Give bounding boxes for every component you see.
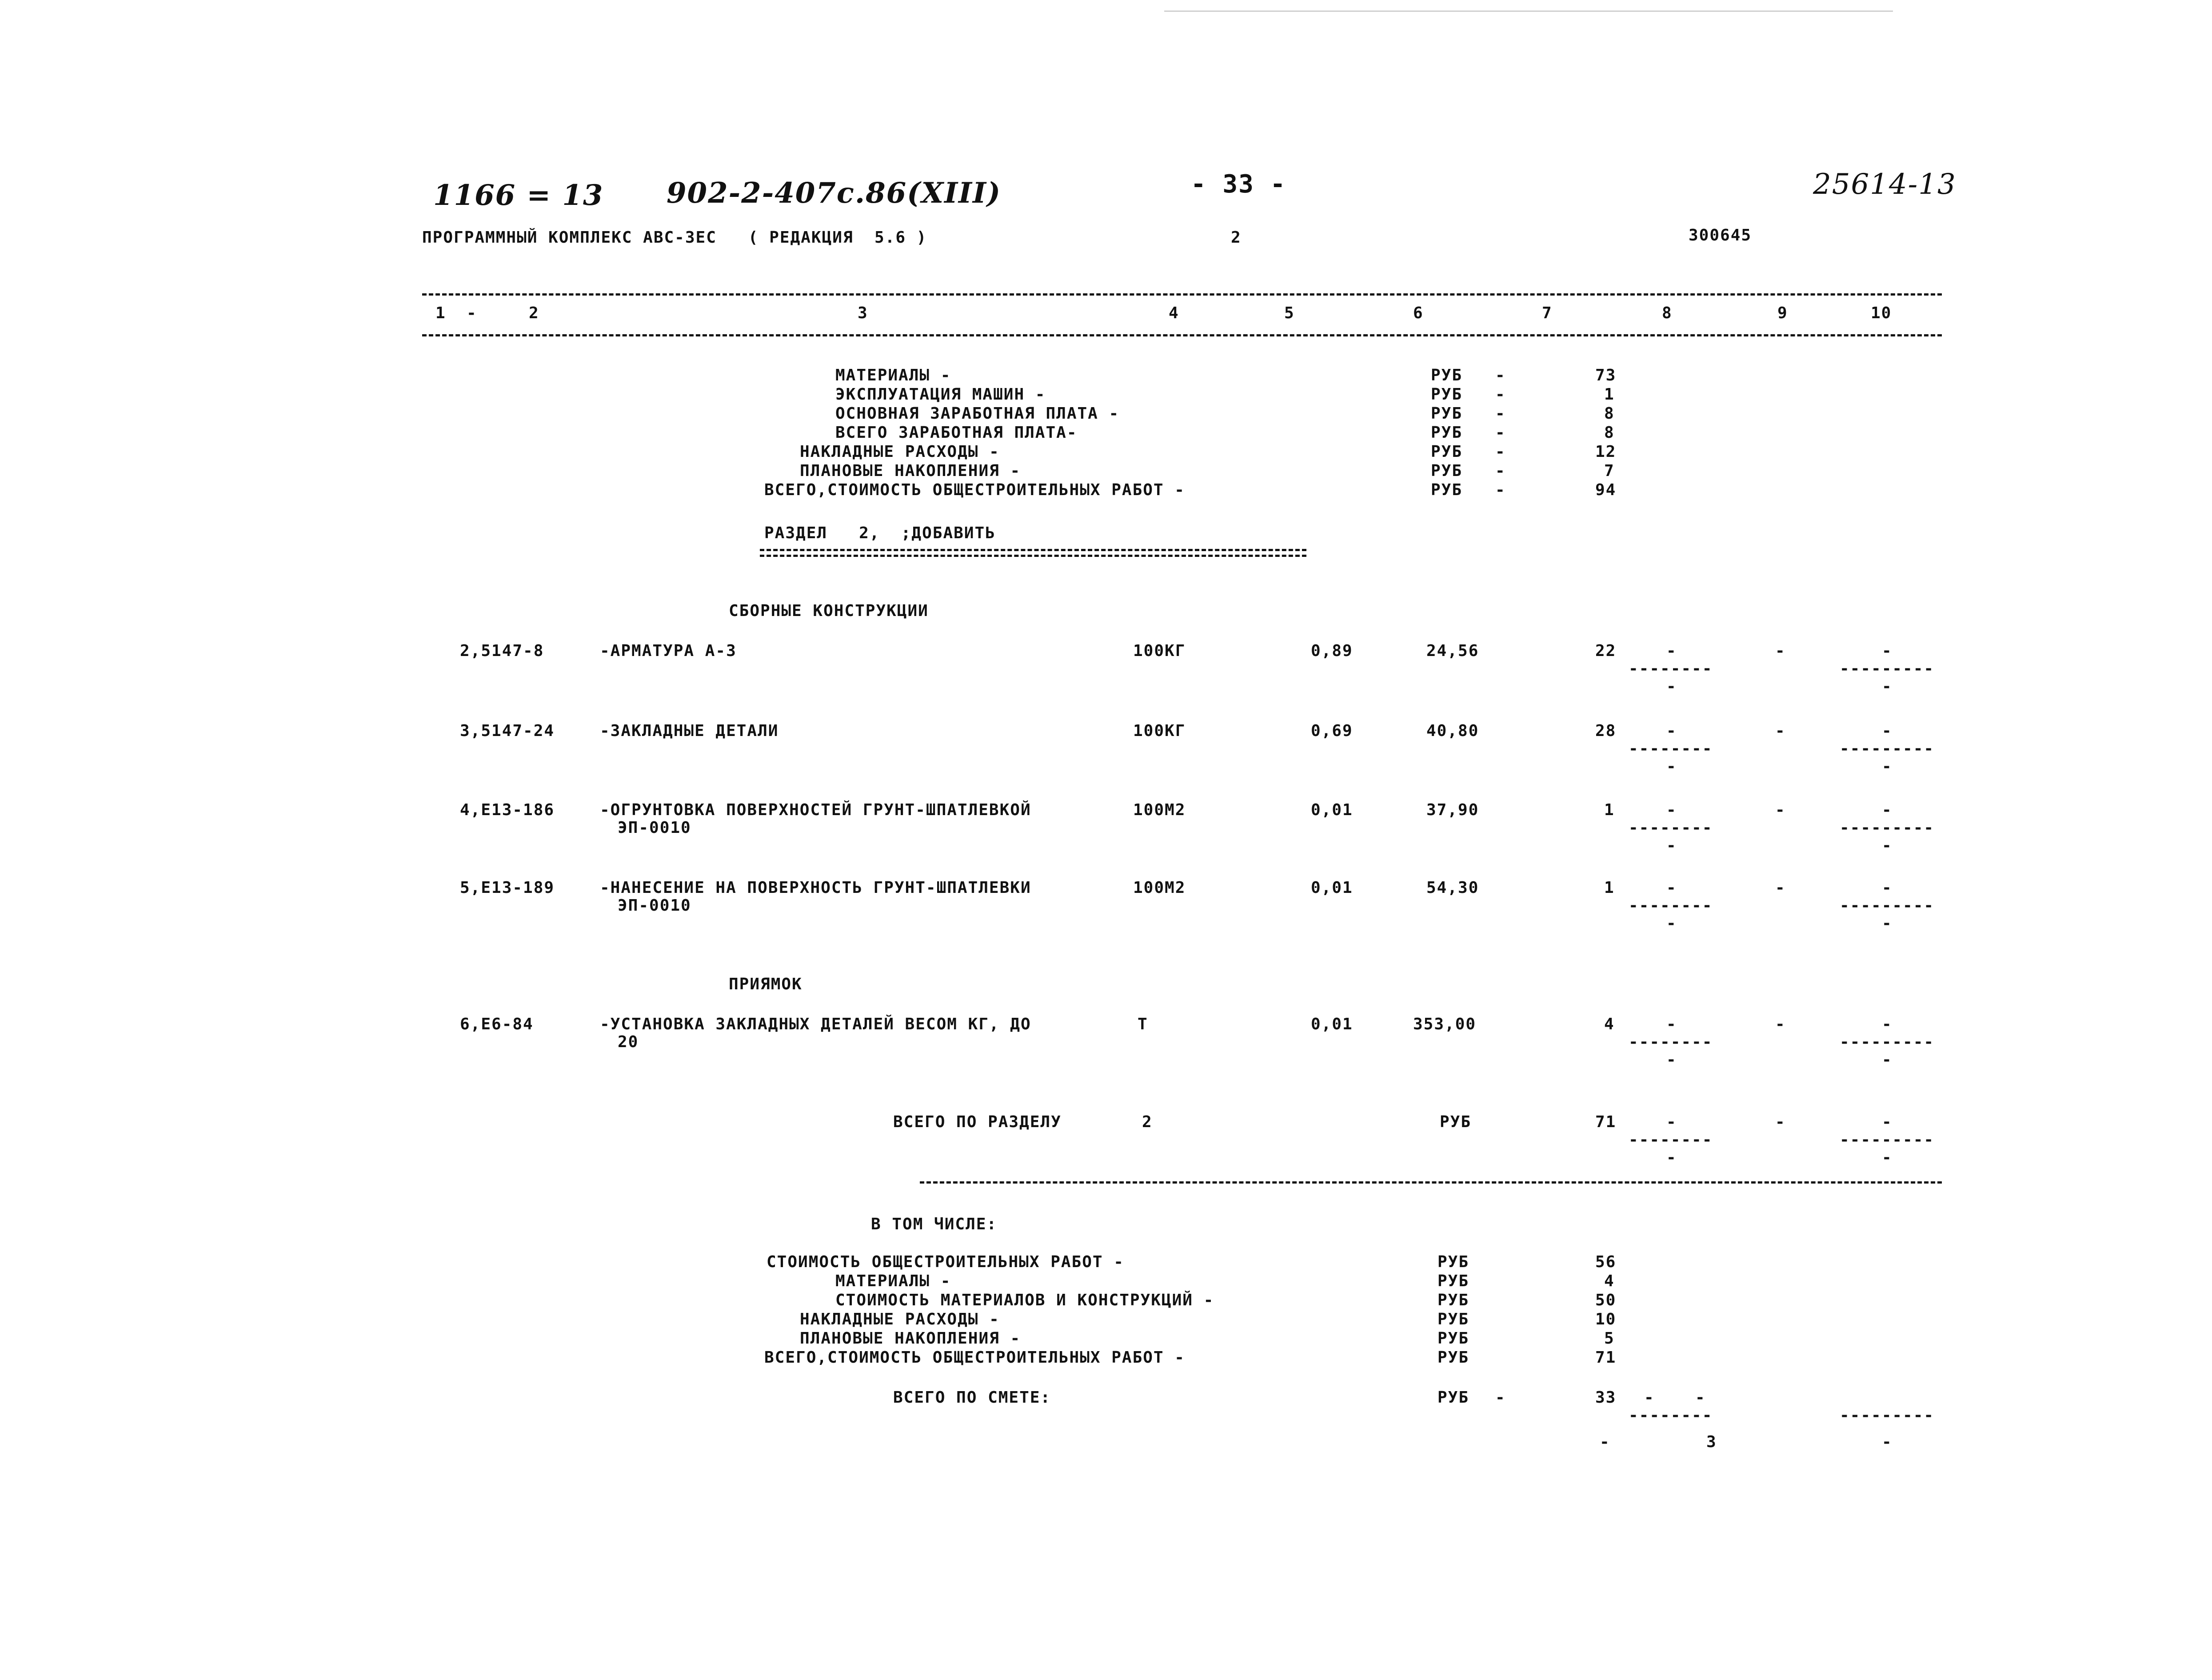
breakdown-label: ВСЕГО,СТОИМОСТЬ ОБЩЕСТРОИТЕЛЬНЫХ РАБОТ -: [764, 1348, 1185, 1367]
col-9: 9: [1777, 304, 1788, 322]
col-2: 2: [529, 304, 539, 322]
breakdown-unit: РУБ: [1437, 1310, 1469, 1328]
summary-value: 73: [1595, 366, 1617, 384]
item-qty: 0,69: [1311, 722, 1353, 740]
col8-mark: -: [1666, 914, 1677, 932]
breakdown-value: 10: [1595, 1310, 1617, 1328]
col10-mark: -: [1882, 642, 1893, 660]
summary-dash: -: [1495, 385, 1506, 404]
summary-unit: РУБ: [1431, 366, 1463, 384]
col8-rule: --------: [1629, 1406, 1713, 1424]
item-price: 37,90: [1426, 801, 1479, 819]
item-unit: 100КГ: [1133, 722, 1186, 740]
summary-unit: РУБ: [1431, 481, 1463, 499]
col10-mark: -: [1882, 1113, 1893, 1131]
col-4: 4: [1169, 304, 1179, 322]
item-code: 3,5147-24: [460, 722, 555, 740]
col9-mark: -: [1775, 801, 1786, 819]
col10-mark: -: [1882, 1148, 1893, 1167]
item-name-cont: ЭП-0010: [618, 819, 691, 837]
col10-mark: -: [1882, 879, 1893, 897]
col-8: 8: [1662, 304, 1673, 322]
col10-mark: -: [1882, 722, 1893, 740]
item-name-cont: 20: [618, 1033, 639, 1051]
summary-label: НАКЛАДНЫЕ РАСХОДЫ -: [800, 443, 1000, 461]
breakdown-title: В ТОМ ЧИСЛЕ:: [871, 1215, 998, 1233]
item-unit: 100М2: [1133, 879, 1186, 897]
breakdown-value: 50: [1595, 1291, 1617, 1309]
header-rule-top: [422, 293, 1942, 296]
col8-mark: -: [1666, 1015, 1677, 1033]
section-total-num: 2: [1142, 1113, 1153, 1131]
item-unit: Т: [1138, 1015, 1148, 1033]
section-underline-2: [760, 555, 1306, 557]
item-code: 5,Е13-189: [460, 879, 555, 897]
summary-label: ОСНОВНАЯ ЗАРАБОТНАЯ ПЛАТА -: [835, 404, 1120, 423]
col8-mark: -: [1666, 1148, 1677, 1167]
sheet-number: 2: [1231, 228, 1242, 247]
section-title: РАЗДЕЛ 2, ;ДОБАВИТЬ: [764, 524, 996, 542]
item-price: 40,80: [1426, 722, 1479, 740]
item-price: 54,30: [1426, 879, 1479, 897]
col9-mark: -: [1775, 879, 1786, 897]
breakdown-label: ПЛАНОВЫЕ НАКОПЛЕНИЯ -: [800, 1329, 1021, 1348]
col8-rule: --------: [1629, 896, 1713, 915]
summary-dash: -: [1495, 462, 1506, 480]
item-name: -НАНЕСЕНИЕ НА ПОВЕРХНОСТЬ ГРУНТ-ШПАТЛЕВКИ: [600, 879, 1031, 897]
summary-dash: -: [1495, 481, 1506, 499]
item-name: -УСТАНОВКА ЗАКЛАДНЫХ ДЕТАЛЕЙ ВЕСОМ КГ, ДО: [600, 1015, 1031, 1033]
col-10: 10: [1871, 304, 1892, 322]
breakdown-value: 71: [1595, 1348, 1617, 1367]
section-total-rule: [920, 1181, 1942, 1184]
item-price: 24,56: [1426, 642, 1479, 660]
item-price: 353,00: [1413, 1015, 1477, 1033]
col9-mark: -: [1775, 722, 1786, 740]
item-code: 4,Е13-186: [460, 801, 555, 819]
doc-code: 300645: [1689, 226, 1752, 244]
col-6: 6: [1413, 304, 1424, 322]
item-qty: 0,01: [1311, 879, 1353, 897]
breakdown-unit: РУБ: [1437, 1329, 1469, 1348]
item-total: 28: [1595, 722, 1617, 740]
col10-rule: ---------: [1840, 1131, 1935, 1149]
col10-mark: -: [1882, 1051, 1893, 1069]
item-code: 6,Е6-84: [460, 1015, 534, 1033]
item-total: 22: [1595, 642, 1617, 660]
breakdown-label: МАТЕРИАЛЫ -: [835, 1272, 951, 1290]
col10-mark: -: [1882, 757, 1893, 776]
item-name-cont: ЭП-0010: [618, 896, 691, 915]
breakdown-value: 56: [1595, 1253, 1617, 1271]
grand-total-unit: РУБ: [1437, 1388, 1469, 1407]
item-qty: 0,89: [1311, 642, 1353, 660]
item-name: -АРМАТУРА А-3: [600, 642, 737, 660]
section-underline: [760, 549, 1306, 551]
section-total-value: 71: [1595, 1113, 1617, 1131]
item-unit: 100М2: [1133, 801, 1186, 819]
breakdown-label: СТОИМОСТЬ ОБЩЕСТРОИТЕЛЬНЫХ РАБОТ -: [767, 1253, 1124, 1271]
col10-mark: -: [1882, 1015, 1893, 1033]
col8-mark: -: [1666, 757, 1677, 776]
breakdown-unit: РУБ: [1437, 1272, 1469, 1290]
col8-rule: --------: [1629, 1131, 1713, 1149]
col-sep: -: [467, 304, 477, 322]
col10-rule: ---------: [1840, 896, 1935, 915]
col10-rule: ---------: [1840, 1406, 1935, 1424]
col8-mark: -: [1666, 836, 1677, 855]
summary-dash: -: [1495, 366, 1506, 384]
breakdown-value: 5: [1604, 1329, 1615, 1348]
summary-value: 7: [1604, 462, 1615, 480]
summary-dash: -: [1495, 443, 1506, 461]
item-unit: 100КГ: [1133, 642, 1186, 660]
summary-value: 8: [1604, 424, 1615, 442]
col8-mark: -: [1666, 801, 1677, 819]
col10-rule: ---------: [1840, 1033, 1935, 1051]
summary-label: ВСЕГО ЗАРАБОТНАЯ ПЛАТА-: [835, 424, 1078, 442]
col10-mark: -: [1882, 1433, 1893, 1451]
item-name: -ОГРУНТОВКА ПОВЕРХНОСТЕЙ ГРУНТ-ШПАТЛЕВКОЙ: [600, 801, 1031, 819]
col8-mark: -: [1600, 1433, 1610, 1451]
breakdown-label: СТОИМОСТЬ МАТЕРИАЛОВ И КОНСТРУКЦИЙ -: [835, 1291, 1214, 1309]
col10-rule: ---------: [1840, 660, 1935, 678]
grand-total-label: ВСЕГО ПО СМЕТЕ:: [893, 1388, 1051, 1407]
col-5: 5: [1284, 304, 1295, 322]
summary-value: 94: [1595, 481, 1617, 499]
col10-rule: ---------: [1840, 819, 1935, 837]
page-number: - 33 -: [1191, 170, 1286, 199]
section-total-unit: РУБ: [1440, 1113, 1472, 1131]
group-heading: ПРИЯМОК: [729, 975, 803, 993]
col8-mark: -: [1666, 879, 1677, 897]
breakdown-label: НАКЛАДНЫЕ РАСХОДЫ -: [800, 1310, 1000, 1328]
grand-total-dash: -: [1495, 1388, 1506, 1407]
item-total: 4: [1604, 1015, 1615, 1033]
summary-label: МАТЕРИАЛЫ -: [835, 366, 951, 384]
col8-rule: --------: [1629, 1033, 1713, 1051]
handwritten-note-left: 1166 = 13: [433, 179, 604, 212]
summary-label: ВСЕГО,СТОИМОСТЬ ОБЩЕСТРОИТЕЛЬНЫХ РАБОТ -: [764, 481, 1185, 499]
col8-mark: -: [1666, 722, 1677, 740]
item-qty: 0,01: [1311, 1015, 1353, 1033]
summary-unit: РУБ: [1431, 443, 1463, 461]
summary-unit: РУБ: [1431, 462, 1463, 480]
col10-mark: -: [1882, 836, 1893, 855]
summary-dash: -: [1495, 404, 1506, 423]
summary-dash: -: [1495, 424, 1506, 442]
col-3: 3: [858, 304, 868, 322]
col-7: 7: [1542, 304, 1553, 322]
summary-unit: РУБ: [1431, 424, 1463, 442]
handwritten-doc-number: 902-2-407с.86(XIII): [667, 176, 1002, 210]
col8-rule: --------: [1629, 740, 1713, 758]
item-qty: 0,01: [1311, 801, 1353, 819]
breakdown-value: 4: [1604, 1272, 1615, 1290]
col8-rule: --------: [1629, 819, 1713, 837]
top-edge-marks: [1164, 11, 1893, 12]
header-rule-bottom: [422, 334, 1942, 336]
program-line: ПРОГРАММНЫЙ КОМПЛЕКС АВС-ЗЕС ( РЕДАКЦИЯ 5.6 ): [422, 228, 927, 247]
col10-mark: -: [1882, 677, 1893, 696]
summary-value: 1: [1604, 385, 1615, 404]
summary-unit: РУБ: [1431, 385, 1463, 404]
col8-rule: --------: [1629, 660, 1713, 678]
summary-value: 12: [1595, 443, 1617, 461]
col-1: 1: [435, 304, 446, 322]
breakdown-unit: РУБ: [1437, 1348, 1469, 1367]
col8-mark: -: [1666, 1051, 1677, 1069]
col9-mark: -: [1775, 1015, 1786, 1033]
grand-total-value: 33: [1595, 1388, 1617, 1407]
summary-value: 8: [1604, 404, 1615, 423]
col10-mark: -: [1882, 914, 1893, 932]
col9-mark: -: [1775, 642, 1786, 660]
summary-label: ПЛАНОВЫЕ НАКОПЛЕНИЯ -: [800, 462, 1021, 480]
col10-rule: ---------: [1840, 740, 1935, 758]
col8-mark: -: [1666, 642, 1677, 660]
grand-total-sub: 3: [1706, 1433, 1717, 1451]
section-total-label: ВСЕГО ПО РАЗДЕЛУ: [893, 1113, 1062, 1131]
breakdown-unit: РУБ: [1437, 1291, 1469, 1309]
col8-mark: -: [1695, 1388, 1706, 1407]
col8-mark: -: [1666, 677, 1677, 696]
item-total: 1: [1604, 801, 1615, 819]
item-total: 1: [1604, 879, 1615, 897]
summary-label: ЭКСПЛУАТАЦИЯ МАШИН -: [835, 385, 1046, 404]
col10-mark: -: [1882, 801, 1893, 819]
summary-unit: РУБ: [1431, 404, 1463, 423]
col8-mark: -: [1644, 1388, 1655, 1407]
breakdown-unit: РУБ: [1437, 1253, 1469, 1271]
group-heading: СБОРНЫЕ КОНСТРУКЦИИ: [729, 602, 929, 620]
col8-mark: -: [1666, 1113, 1677, 1131]
handwritten-note-right: 25614-13: [1813, 168, 1956, 201]
item-name: -ЗАКЛАДНЫЕ ДЕТАЛИ: [600, 722, 779, 740]
col9-mark: -: [1775, 1113, 1786, 1131]
item-code: 2,5147-8: [460, 642, 544, 660]
